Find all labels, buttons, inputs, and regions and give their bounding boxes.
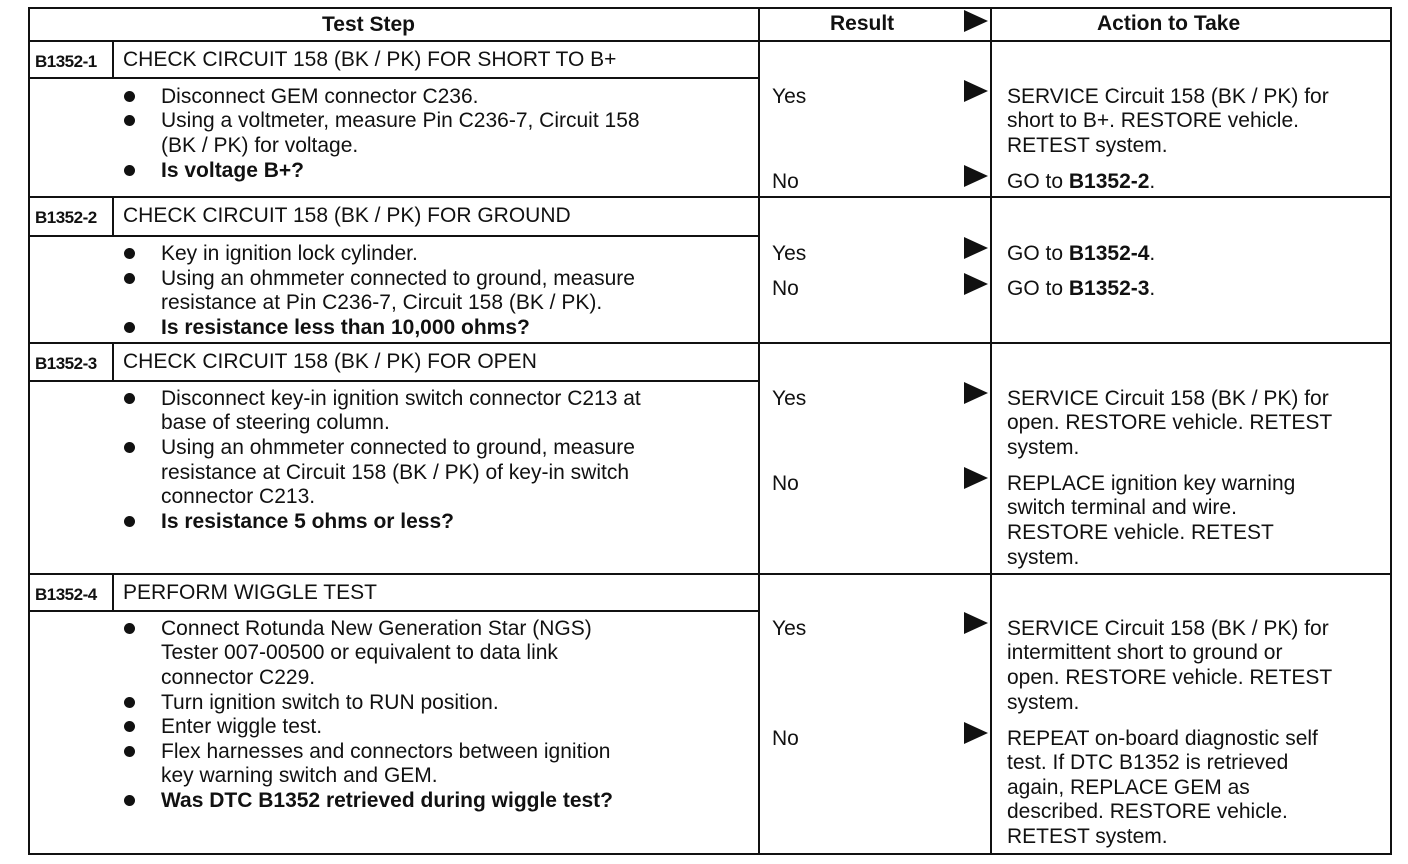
- step-code: B1352-1: [35, 52, 97, 71]
- step-title-underline: [28, 235, 758, 237]
- result-arrow-icon: [964, 382, 988, 404]
- step-instruction: Using an ohmmeter connected to ground, measure: [161, 436, 635, 459]
- bullet-icon: [124, 697, 135, 708]
- action-goto-prefix: GO to: [1007, 242, 1069, 265]
- action-text: SERVICE Circuit 158 (BK / PK) for: [1007, 387, 1329, 410]
- action-goto-suffix: .: [1149, 242, 1156, 265]
- action-goto-prefix: GO to: [1007, 170, 1069, 193]
- bullet-icon: [124, 516, 135, 527]
- result-arrow-icon: [964, 722, 988, 744]
- action-text: RETEST system.: [1007, 134, 1168, 157]
- step-instruction: resistance at Pin C236-7, Circuit 158 (BK / PK).: [161, 291, 603, 314]
- step-instruction: base of steering column.: [161, 411, 390, 434]
- step-instruction: Is voltage B+?: [161, 159, 304, 182]
- step-title: PERFORM WIGGLE TEST: [123, 581, 377, 604]
- result-arrow-icon: [964, 165, 988, 187]
- action-text: REPEAT on-board diagnostic self: [1007, 727, 1318, 750]
- result-arrow-icon: [964, 467, 988, 489]
- bullet-icon: [124, 721, 135, 732]
- row-divider-3: [28, 573, 1390, 575]
- step-instruction: connector C229.: [161, 666, 316, 689]
- step-instruction: Using an ohmmeter connected to ground, measure: [161, 267, 635, 290]
- result-arrow-icon: [964, 612, 988, 634]
- step-instruction: Enter wiggle test.: [161, 715, 323, 738]
- action-goto-step: B1352-2: [1068, 170, 1150, 193]
- step-code-divider: [112, 573, 114, 610]
- action-text: SERVICE Circuit 158 (BK / PK) for: [1007, 85, 1329, 108]
- result-label: Yes: [772, 387, 807, 410]
- step-code-divider: [112, 196, 114, 235]
- step-title: CHECK CIRCUIT 158 (BK / PK) FOR SHORT TO B+: [123, 48, 617, 71]
- action-goto: [1007, 276, 1155, 301]
- bullet-icon: [124, 165, 135, 176]
- action-goto-step: B1352-4: [1068, 242, 1150, 265]
- action-text: test. If DTC B1352 is retrieved: [1007, 751, 1289, 774]
- result-arrow-icon: [964, 237, 988, 259]
- column-divider-result: [758, 7, 760, 853]
- step-title-underline: [28, 610, 758, 612]
- result-arrow-icon: [964, 80, 988, 102]
- action-goto-step: B1352-3: [1068, 277, 1150, 300]
- step-instruction: resistance at Circuit 158 (BK / PK) of key-in switch: [161, 461, 629, 484]
- step-instruction: (BK / PK) for voltage.: [161, 134, 359, 157]
- header-test-step: Test Step: [322, 13, 415, 36]
- step-code-divider: [112, 40, 114, 77]
- action-text: SERVICE Circuit 158 (BK / PK) for: [1007, 617, 1329, 640]
- header-arrow-icon: [964, 10, 988, 32]
- row-divider-1: [28, 196, 1390, 198]
- action-goto-prefix: GO to: [1007, 277, 1069, 300]
- action-text: open. RESTORE vehicle. RETEST: [1007, 411, 1333, 434]
- table-right-border: [1390, 7, 1392, 855]
- header-divider: [28, 40, 1390, 42]
- action-text: system.: [1007, 546, 1080, 569]
- step-instruction: connector C213.: [161, 485, 316, 508]
- action-text: open. RESTORE vehicle. RETEST: [1007, 666, 1333, 689]
- action-text: system.: [1007, 436, 1080, 459]
- bullet-icon: [124, 91, 135, 102]
- result-label: No: [772, 727, 799, 750]
- step-instruction: Is resistance 5 ohms or less?: [161, 510, 454, 533]
- action-text: system.: [1007, 691, 1080, 714]
- bullet-icon: [124, 393, 135, 404]
- step-instruction: Disconnect key-in ignition switch connector C213 at: [161, 387, 641, 410]
- step-instruction: Tester 007-00500 or equivalent to data link: [161, 641, 558, 664]
- bullet-icon: [124, 442, 135, 453]
- action-text: described. RESTORE vehicle.: [1007, 800, 1288, 823]
- step-instruction: Is resistance less than 10,000 ohms?: [161, 316, 530, 339]
- action-text: RETEST system.: [1007, 825, 1168, 848]
- table-bottom-border: [28, 853, 1390, 855]
- step-instruction: Using a voltmeter, measure Pin C236-7, Circuit 158: [161, 109, 640, 132]
- bullet-icon: [124, 273, 135, 284]
- step-code-divider: [112, 342, 114, 380]
- result-label: Yes: [772, 242, 807, 265]
- result-label: No: [772, 277, 799, 300]
- result-label: No: [772, 472, 799, 495]
- step-title-underline: [28, 380, 758, 382]
- result-arrow-icon: [964, 273, 988, 295]
- step-title: CHECK CIRCUIT 158 (BK / PK) FOR OPEN: [123, 350, 537, 373]
- step-instruction: Turn ignition switch to RUN position.: [161, 691, 499, 714]
- action-text: short to B+. RESTORE vehicle.: [1007, 109, 1299, 132]
- step-instruction: Disconnect GEM connector C236.: [161, 85, 479, 108]
- step-code: B1352-4: [35, 585, 97, 604]
- step-title: CHECK CIRCUIT 158 (BK / PK) FOR GROUND: [123, 204, 571, 227]
- bullet-icon: [124, 623, 135, 634]
- step-instruction: Key in ignition lock cylinder.: [161, 242, 418, 265]
- step-code: B1352-2: [35, 208, 97, 227]
- step-instruction: key warning switch and GEM.: [161, 764, 438, 787]
- result-label: Yes: [772, 617, 807, 640]
- table-left-border: [28, 7, 30, 855]
- row-divider-2: [28, 342, 1390, 344]
- action-goto: [1007, 169, 1155, 194]
- step-code: B1352-3: [35, 354, 97, 373]
- result-label: Yes: [772, 85, 807, 108]
- action-goto-suffix: .: [1149, 170, 1156, 193]
- bullet-icon: [124, 115, 135, 126]
- table-top-border: [28, 7, 1390, 9]
- action-text: again, REPLACE GEM as: [1007, 776, 1250, 799]
- result-label: No: [772, 170, 799, 193]
- step-instruction: Connect Rotunda New Generation Star (NGS): [161, 617, 592, 640]
- action-text: intermittent short to ground or: [1007, 641, 1283, 664]
- bullet-icon: [124, 746, 135, 757]
- bullet-icon: [124, 248, 135, 259]
- action-goto: [1007, 241, 1155, 266]
- header-action: Action to Take: [1097, 12, 1241, 35]
- column-divider-action: [990, 7, 992, 853]
- step-instruction: Flex harnesses and connectors between ignition: [161, 740, 611, 763]
- bullet-icon: [124, 322, 135, 333]
- action-goto-suffix: .: [1149, 277, 1156, 300]
- header-result: Result: [830, 12, 895, 35]
- step-instruction: Was DTC B1352 retrieved during wiggle test?: [161, 789, 613, 812]
- step-title-underline: [28, 77, 758, 79]
- bullet-icon: [124, 795, 135, 806]
- action-text: RESTORE vehicle. RETEST: [1007, 521, 1274, 544]
- action-text: switch terminal and wire.: [1007, 496, 1237, 519]
- action-text: REPLACE ignition key warning: [1007, 472, 1296, 495]
